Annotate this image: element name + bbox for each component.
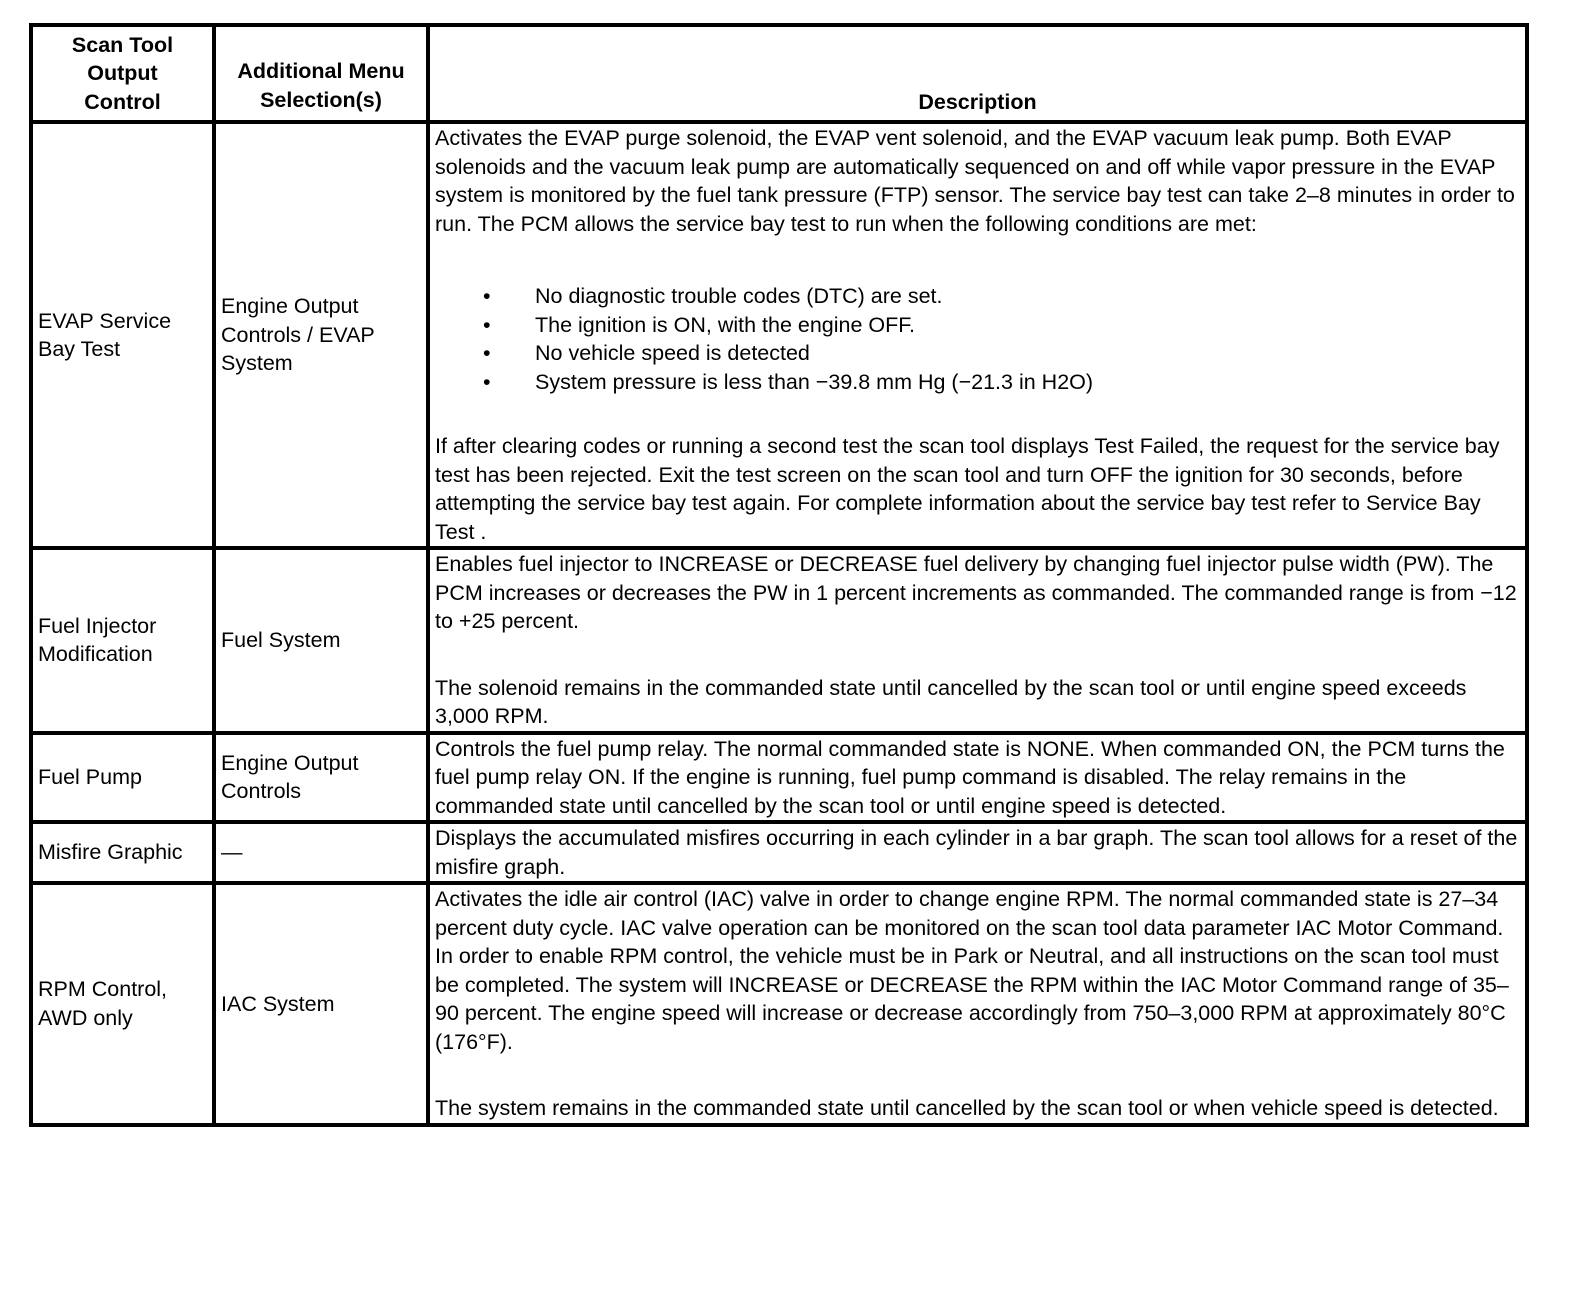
table-row <box>31 733 1527 823</box>
bullet-icon: • <box>483 284 491 308</box>
control-cell: EVAP Service Bay Test <box>31 122 214 548</box>
table-row <box>31 548 1527 733</box>
description-cell <box>428 548 1527 733</box>
description-paragraph: Controls the fuel pump relay. The normal commanded state is NONE. When commanded ON, the PCM turns the fuel pump relay ON. If the engine is running, fuel pump command is disabled. The relay remains in the commanded state until cancelled by the scan tool or until engine speed is detected. <box>435 736 1505 818</box>
menu-cell: Engine Output Controls <box>214 733 428 823</box>
control-cell: Fuel Pump <box>31 733 214 823</box>
description-paragraph: The solenoid remains in the commanded state until cancelled by the scan tool or until engine speed exceeds 3,000 RPM. <box>435 675 1467 728</box>
description-cell <box>428 122 1527 548</box>
menu-cell: Fuel System <box>214 548 428 733</box>
output-controls-table <box>29 23 1529 1127</box>
control-cell: Fuel Injector Modification <box>31 548 214 733</box>
header-scan-tool-output-control: Scan Tool Output Control <box>31 25 214 122</box>
condition-text: No diagnostic trouble codes (DTC) are set. <box>535 284 943 308</box>
list-item <box>483 368 1520 397</box>
menu-cell: IAC System <box>214 883 428 1125</box>
description-outro: If after clearing codes or running a second test the scan tool displays Test Failed, the request for the service bay test has been rejected. Exit the test screen on the scan tool and turn OFF the ignition for 30 seconds, before attempting the service bay test again. For complete information about the service bay test refer to Service Bay Test . <box>435 434 1500 544</box>
condition-text: System pressure is less than −39.8 mm Hg (−21.3 in H2O) <box>535 369 1094 394</box>
description-paragraph: Displays the accumulated misfires occurring in each cylinder in a bar graph. The scan tool allows for a reset of the misfire graph. <box>435 826 1518 879</box>
description-cell <box>428 733 1527 823</box>
description-paragraph: Enables fuel injector to INCREASE or DECREASE fuel delivery by changing fuel injector pulse width (PW). The PCM increases or decreases the PW in 1 percent increments as commanded. The commanded range is from −12 to +25 percent. <box>435 552 1517 633</box>
bullet-icon: • <box>483 341 491 365</box>
table-header-row <box>31 25 1527 122</box>
description-paragraph: The system remains in the commanded state until cancelled by the scan tool or when vehicle speed is detected. <box>435 1096 1499 1120</box>
bullet-icon: • <box>483 312 491 337</box>
table-row <box>31 122 1527 548</box>
control-cell: RPM Control, AWD only <box>31 883 214 1125</box>
list-item <box>483 282 1520 311</box>
header-description: Description <box>428 25 1527 122</box>
menu-cell: Engine Output Controls / EVAP System <box>214 122 428 548</box>
conditions-list <box>435 282 1520 396</box>
description-cell <box>428 883 1527 1125</box>
header-additional-menu-selections: Additional Menu Selection(s) <box>214 25 428 122</box>
list-item <box>483 311 1520 340</box>
table-row <box>31 822 1527 883</box>
bullet-icon: • <box>483 369 491 394</box>
description-paragraph: Activates the idle air control (IAC) valve in order to change engine RPM. The normal commanded state is 27–34 percent duty cycle. IAC valve operation can be monitored on the scan tool data parameter IAC Motor Command. In order to enable RPM control, the vehicle must be in Park or Neutral, and all instructions on the scan tool must be completed. The system will INCREASE or DECREASE the RPM within the IAC Motor Command range of 35–90 percent. The engine speed will increase or decrease accordingly from 750–3,000 RPM at approximately 80°C (176°F). <box>435 887 1509 1054</box>
condition-text: The ignition is ON, with the engine OFF. <box>535 312 916 337</box>
list-item <box>483 339 1520 368</box>
condition-text: No vehicle speed is detected <box>535 341 810 365</box>
control-cell: Misfire Graphic <box>31 822 214 883</box>
description-intro: Activates the EVAP purge solenoid, the EVAP vent solenoid, and the EVAP vacuum leak pump. Both EVAP solenoids and the vacuum leak pump are automatically sequenced on and off while vapor pressure in the EVAP system is monitored by the fuel tank pressure (FTP) sensor. The service bay test can take 2–8 minutes in order to run. The PCM allows the service bay test to run when the following conditions are met: <box>435 126 1515 236</box>
table-row <box>31 883 1527 1125</box>
menu-cell: — <box>214 822 428 883</box>
description-cell <box>428 822 1527 883</box>
